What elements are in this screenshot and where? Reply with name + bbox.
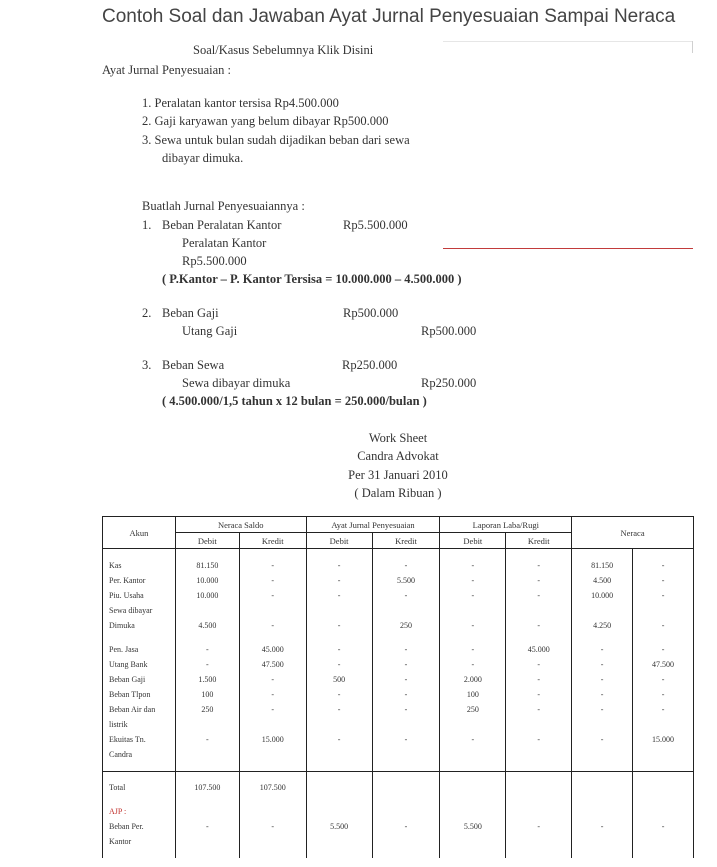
cell-value: - bbox=[506, 573, 572, 588]
cell-value: - bbox=[506, 588, 572, 603]
cell-value: - bbox=[372, 588, 440, 603]
cell-value: 45.000 bbox=[239, 642, 306, 657]
cell-value: - bbox=[633, 687, 694, 702]
cell-value: - bbox=[572, 732, 633, 747]
header-akun: Akun bbox=[103, 517, 176, 549]
cell-value bbox=[633, 834, 694, 849]
cell-value bbox=[633, 717, 694, 732]
table-row bbox=[103, 573, 694, 588]
entry-1-credit-account: Peralatan Kantor bbox=[182, 236, 267, 250]
cell-value: - bbox=[372, 819, 440, 834]
cell-value: - bbox=[506, 702, 572, 717]
cell-value bbox=[372, 603, 440, 618]
account-name: Dimuka bbox=[103, 618, 176, 633]
table-row bbox=[103, 603, 694, 618]
header-debit: Debit bbox=[440, 533, 506, 549]
cell-value: 47.500 bbox=[239, 657, 306, 672]
cell-value: 4.250 bbox=[572, 618, 633, 633]
cell-value: 1.500 bbox=[175, 672, 239, 687]
header-neraca: Neraca bbox=[572, 517, 694, 549]
cell-value: 5.500 bbox=[306, 819, 372, 834]
header-ayat-jurnal-penyesuaian: Ayat Jurnal Penyesuaian bbox=[306, 517, 440, 533]
cell-value bbox=[175, 747, 239, 762]
worksheet-date: Per 31 Januari 2010 bbox=[348, 468, 448, 482]
header-neraca-saldo: Neraca Saldo bbox=[175, 517, 306, 533]
entry-3-note: ( 4.500.000/1,5 tahun x 12 bulan = 250.000/bulan ) bbox=[162, 394, 427, 408]
cell-value bbox=[306, 834, 372, 849]
cell-value: 45.000 bbox=[506, 642, 572, 657]
entry-3-number: 3. bbox=[142, 358, 152, 372]
cell-value: - bbox=[506, 558, 572, 573]
cell-value: - bbox=[239, 588, 306, 603]
red-divider bbox=[443, 248, 693, 249]
header-kredit: Kredit bbox=[506, 533, 572, 549]
cell-value: - bbox=[239, 618, 306, 633]
cell-value: - bbox=[306, 642, 372, 657]
cell-value: - bbox=[506, 732, 572, 747]
cell-value: - bbox=[506, 672, 572, 687]
cell-value bbox=[175, 717, 239, 732]
cell-value bbox=[440, 780, 506, 795]
total-row bbox=[103, 780, 694, 795]
entry-2-debit-amount: Rp500.000 bbox=[343, 306, 399, 320]
entry-2-number: 2. bbox=[142, 306, 152, 320]
cell-value: - bbox=[572, 657, 633, 672]
cell-value bbox=[440, 717, 506, 732]
cell-value: - bbox=[372, 657, 440, 672]
entry-1-debit-amount: Rp5.500.000 bbox=[343, 218, 408, 232]
cell-value: 5.500 bbox=[372, 573, 440, 588]
top-divider bbox=[443, 41, 693, 42]
cell-value bbox=[306, 804, 372, 819]
cell-value: - bbox=[306, 573, 372, 588]
cell-value: - bbox=[633, 642, 694, 657]
account-name: Kantor bbox=[103, 834, 176, 849]
table-row bbox=[103, 717, 694, 732]
page-title: Contoh Soal dan Jawaban Ayat Jurnal Penyesuaian Sampai Neraca bbox=[102, 6, 676, 27]
cell-value: - bbox=[306, 657, 372, 672]
entry-3-credit-account: Sewa dibayar dimuka bbox=[182, 376, 291, 390]
cell-value: - bbox=[239, 672, 306, 687]
cell-value bbox=[175, 834, 239, 849]
cell-value: - bbox=[633, 702, 694, 717]
cell-value: 250 bbox=[372, 618, 440, 633]
header-laporan-laba-rugi: Laporan Laba/Rugi bbox=[440, 517, 572, 533]
cell-value: - bbox=[239, 702, 306, 717]
cell-value: - bbox=[372, 687, 440, 702]
account-name: Beban Air dan bbox=[103, 702, 176, 717]
account-name: Pen. Jasa bbox=[103, 642, 176, 657]
cell-value bbox=[633, 780, 694, 795]
cell-value: - bbox=[440, 657, 506, 672]
account-name: Utang Bank bbox=[103, 657, 176, 672]
cell-value: 15.000 bbox=[633, 732, 694, 747]
table-row bbox=[103, 732, 694, 747]
cell-value: - bbox=[306, 588, 372, 603]
table-row bbox=[103, 747, 694, 762]
worksheet-unit: ( Dalam Ribuan ) bbox=[354, 486, 442, 500]
cell-value: 15.000 bbox=[239, 732, 306, 747]
table-row bbox=[103, 558, 694, 573]
task-heading: Buatlah Jurnal Penyesuaiannya : bbox=[142, 199, 305, 213]
table-row bbox=[103, 687, 694, 702]
cell-value bbox=[239, 804, 306, 819]
cell-value: - bbox=[372, 558, 440, 573]
cell-value bbox=[572, 747, 633, 762]
given-item-1: 1. Peralatan kantor tersisa Rp4.500.000 bbox=[142, 96, 339, 110]
table-row bbox=[103, 834, 694, 849]
cell-value: 47.500 bbox=[633, 657, 694, 672]
cell-value: - bbox=[306, 687, 372, 702]
entry-2-credit-amount: Rp500.000 bbox=[421, 324, 477, 338]
cell-value: - bbox=[572, 819, 633, 834]
cell-value: - bbox=[175, 732, 239, 747]
cell-value: - bbox=[633, 558, 694, 573]
cell-value bbox=[239, 717, 306, 732]
cell-value: 2.000 bbox=[440, 672, 506, 687]
account-name: listrik bbox=[103, 717, 176, 732]
header-debit: Debit bbox=[306, 533, 372, 549]
account-name: Kas bbox=[103, 558, 176, 573]
account-name: Candra bbox=[103, 747, 176, 762]
cell-value: 250 bbox=[440, 702, 506, 717]
cell-value bbox=[306, 603, 372, 618]
account-name: Total bbox=[103, 780, 176, 795]
account-name: Beban Per. bbox=[103, 819, 176, 834]
cell-value: - bbox=[372, 732, 440, 747]
cell-value: - bbox=[572, 642, 633, 657]
header-kredit: Kredit bbox=[239, 533, 306, 549]
cell-value: - bbox=[633, 819, 694, 834]
cell-value: 500 bbox=[306, 672, 372, 687]
cell-value bbox=[506, 717, 572, 732]
cell-value bbox=[506, 603, 572, 618]
cell-value: - bbox=[506, 687, 572, 702]
cell-value: 5.500 bbox=[440, 819, 506, 834]
account-name: Beban Gaji bbox=[103, 672, 176, 687]
cell-value: - bbox=[633, 618, 694, 633]
given-item-3: 3. Sewa untuk bulan sudah dijadikan beban dari sewa bbox=[142, 133, 410, 147]
cell-value: - bbox=[506, 819, 572, 834]
cell-value bbox=[239, 747, 306, 762]
cell-value bbox=[239, 603, 306, 618]
worksheet-company: Candra Advokat bbox=[357, 449, 439, 463]
entry-3-debit-account: Beban Sewa bbox=[162, 358, 225, 372]
cell-value: 100 bbox=[175, 687, 239, 702]
cell-value: - bbox=[239, 558, 306, 573]
cell-value bbox=[572, 804, 633, 819]
table-row bbox=[103, 657, 694, 672]
cell-value bbox=[440, 834, 506, 849]
entry-2-debit-account: Beban Gaji bbox=[162, 306, 219, 320]
previous-problem-link[interactable]: Soal/Kasus Sebelumnya Klik Disini bbox=[193, 43, 374, 57]
cell-value: 10.000 bbox=[175, 573, 239, 588]
cell-value: - bbox=[506, 618, 572, 633]
cell-value bbox=[633, 804, 694, 819]
cell-value: 10.000 bbox=[572, 588, 633, 603]
cell-value bbox=[572, 834, 633, 849]
worksheet-table bbox=[102, 516, 694, 858]
table-row bbox=[103, 819, 694, 834]
cell-value: 4.500 bbox=[175, 618, 239, 633]
given-item-3-cont: dibayar dimuka. bbox=[162, 151, 244, 165]
header-debit: Debit bbox=[175, 533, 239, 549]
cell-value: - bbox=[372, 642, 440, 657]
cell-value: 107.500 bbox=[175, 780, 239, 795]
cell-value bbox=[506, 804, 572, 819]
cell-value: 81.150 bbox=[175, 558, 239, 573]
cell-value bbox=[306, 780, 372, 795]
cell-value: 10.000 bbox=[175, 588, 239, 603]
entry-3-debit-amount: Rp250.000 bbox=[342, 358, 398, 372]
cell-value: - bbox=[440, 588, 506, 603]
top-divider-tick bbox=[692, 41, 693, 53]
cell-value: - bbox=[239, 687, 306, 702]
cell-value: 250 bbox=[175, 702, 239, 717]
table-row bbox=[103, 672, 694, 687]
cell-value: - bbox=[572, 672, 633, 687]
account-name: Per. Kantor bbox=[103, 573, 176, 588]
account-name: Sewa dibayar bbox=[103, 603, 176, 618]
entry-1-number: 1. bbox=[142, 218, 152, 232]
cell-value: - bbox=[175, 657, 239, 672]
table-row bbox=[103, 702, 694, 717]
cell-value bbox=[306, 717, 372, 732]
cell-value bbox=[572, 780, 633, 795]
entry-1-debit-account: Beban Peralatan Kantor bbox=[162, 218, 282, 232]
entry-1-note: ( P.Kantor – P. Kantor Tersisa = 10.000.000 – 4.500.000 ) bbox=[162, 272, 462, 286]
cell-value bbox=[440, 804, 506, 819]
cell-value bbox=[506, 780, 572, 795]
cell-value: - bbox=[306, 702, 372, 717]
cell-value: - bbox=[572, 702, 633, 717]
cell-value: - bbox=[372, 672, 440, 687]
cell-value: - bbox=[239, 573, 306, 588]
cell-value bbox=[175, 804, 239, 819]
cell-value: - bbox=[239, 819, 306, 834]
cell-value bbox=[572, 603, 633, 618]
table-row bbox=[103, 804, 694, 819]
given-item-2: 2. Gaji karyawan yang belum dibayar Rp500.000 bbox=[142, 114, 389, 128]
cell-value bbox=[175, 603, 239, 618]
cell-value bbox=[506, 834, 572, 849]
cell-value bbox=[239, 834, 306, 849]
cell-value: - bbox=[306, 558, 372, 573]
account-name: Ekuitas Tn. bbox=[103, 732, 176, 747]
account-name: Beban Tlpon bbox=[103, 687, 176, 702]
table-row bbox=[103, 642, 694, 657]
cell-value bbox=[372, 717, 440, 732]
cell-value: 100 bbox=[440, 687, 506, 702]
cell-value: - bbox=[440, 732, 506, 747]
section-heading: Ayat Jurnal Penyesuaian : bbox=[102, 63, 232, 77]
cell-value: - bbox=[440, 618, 506, 633]
cell-value bbox=[372, 804, 440, 819]
cell-value: - bbox=[175, 642, 239, 657]
header-kredit: Kredit bbox=[372, 533, 440, 549]
cell-value bbox=[440, 603, 506, 618]
cell-value bbox=[372, 834, 440, 849]
cell-value: - bbox=[633, 573, 694, 588]
cell-value bbox=[306, 747, 372, 762]
cell-value bbox=[372, 780, 440, 795]
cell-value: - bbox=[175, 819, 239, 834]
cell-value: - bbox=[633, 588, 694, 603]
account-name: Piu. Usaha bbox=[103, 588, 176, 603]
table-row bbox=[103, 588, 694, 603]
entry-2-credit-account: Utang Gaji bbox=[182, 324, 238, 338]
ajp-label: AJP : bbox=[103, 804, 176, 819]
cell-value: - bbox=[440, 558, 506, 573]
cell-value bbox=[440, 747, 506, 762]
cell-value: - bbox=[440, 642, 506, 657]
entry-1-credit-amount: Rp5.500.000 bbox=[182, 254, 247, 268]
entry-3-credit-amount: Rp250.000 bbox=[421, 376, 477, 390]
cell-value: - bbox=[506, 657, 572, 672]
cell-value: 81.150 bbox=[572, 558, 633, 573]
cell-value bbox=[506, 747, 572, 762]
cell-value bbox=[633, 747, 694, 762]
cell-value: 107.500 bbox=[239, 780, 306, 795]
cell-value: - bbox=[306, 618, 372, 633]
cell-value: - bbox=[372, 702, 440, 717]
worksheet-title: Work Sheet bbox=[368, 431, 428, 445]
cell-value: - bbox=[306, 732, 372, 747]
cell-value bbox=[572, 717, 633, 732]
cell-value bbox=[372, 747, 440, 762]
cell-value: - bbox=[440, 573, 506, 588]
cell-value: 4.500 bbox=[572, 573, 633, 588]
cell-value bbox=[633, 603, 694, 618]
cell-value: - bbox=[633, 672, 694, 687]
cell-value: - bbox=[572, 687, 633, 702]
table-row bbox=[103, 618, 694, 633]
